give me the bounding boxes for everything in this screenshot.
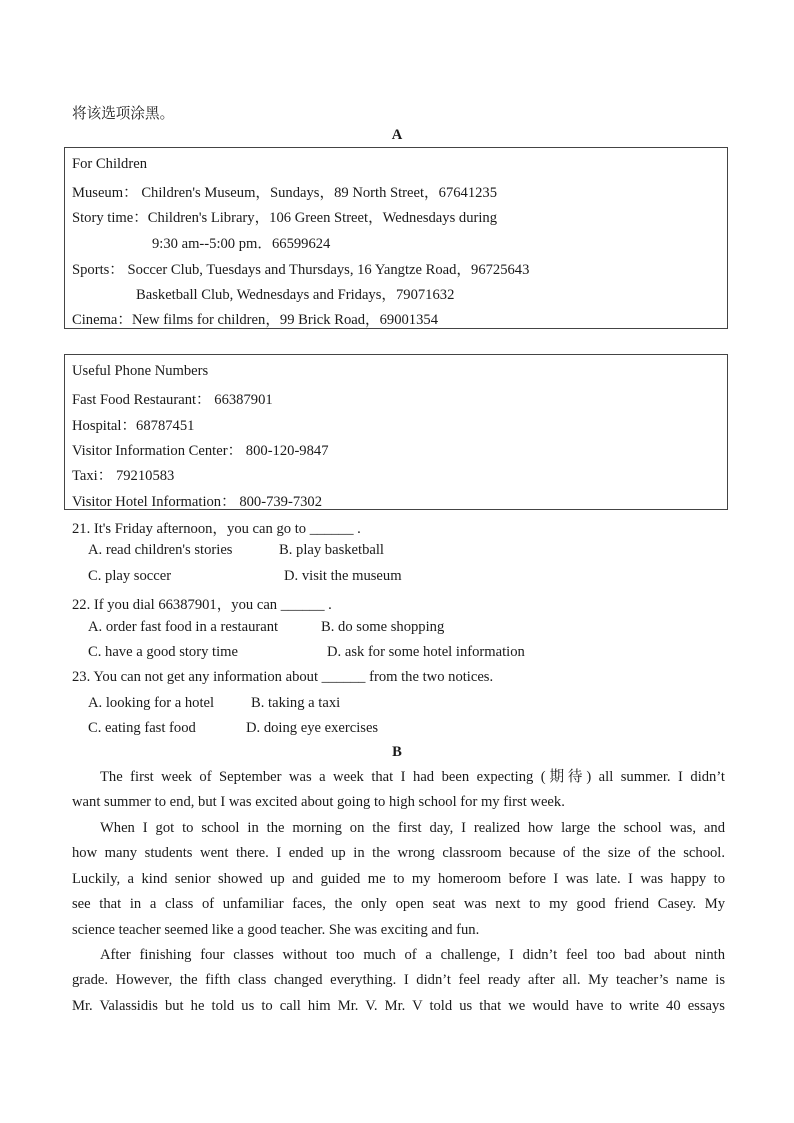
passage-line: After finishing four classes without too much of a challenge, I didn’t feel too bad about ninth xyxy=(100,947,725,963)
story-time-entry: Story time：Children's Library，106 Green Street，Wednesdays during xyxy=(72,210,497,226)
museum-entry: Museum： Children's Museum，Sundays，89 North Street，67641235 xyxy=(72,185,498,201)
passage-line: When I got to school in the morning on the first day, I realized how large the school was, and xyxy=(100,820,725,836)
passage-paragraph xyxy=(72,816,725,943)
option-a: A. looking for a hotel xyxy=(88,695,215,711)
taxi-entry: Taxi： 79210583 xyxy=(72,468,175,484)
passage-line: see that in a class of unfamiliar faces, the only open seat was next to my good friend Casey. My xyxy=(72,896,725,913)
option-d: D. visit the museum xyxy=(284,568,402,584)
instruction-text: 将该选项涂黑。 xyxy=(72,106,175,122)
passage-paragraph xyxy=(72,765,725,816)
option-c: C. play soccer xyxy=(88,568,172,584)
passage-line: want summer to end, but I was excited about going to high school for my first week. xyxy=(72,794,565,811)
option-d: D. doing eye exercises xyxy=(246,720,379,736)
question-stem: 22. If you dial 66387901，you can ______ . xyxy=(72,597,332,613)
notice-title: For Children xyxy=(72,156,147,172)
option-b: B. play basketball xyxy=(279,542,384,558)
question-stem: 23. You can not get any information about ______ from the two notices. xyxy=(72,669,494,685)
option-d: D. ask for some hotel information xyxy=(327,644,525,660)
fast-food-entry: Fast Food Restaurant： 66387901 xyxy=(72,392,273,408)
for-children-notice xyxy=(64,147,728,329)
cinema-entry: Cinema：New films for children，99 Brick Road，69001354 xyxy=(72,312,438,328)
option-b: B. taking a taxi xyxy=(251,695,341,711)
passage-line: Mr. Valassidis but he told us to call him Mr. V. Mr. V told us that we would have to write 40 essays xyxy=(72,997,725,1014)
passage-line: grade. However, the fifth class changed everything. I didn’t feel ready after all. My teacher’s name is xyxy=(72,972,725,989)
basketball-entry: Basketball Club, Wednesdays and Fridays，79071632 xyxy=(136,287,455,303)
passage-line: how many students went there. I ended up in the wrong classroom because of the size of the school. xyxy=(72,845,725,862)
option-c: C. have a good story time xyxy=(88,644,238,660)
passage-line: science teacher seemed like a good teacher. She was exciting and fun. xyxy=(72,921,480,938)
passage-line: Luckily, a kind senior showed up and guided me to my homeroom before I was late. I was happy to xyxy=(72,870,725,887)
option-a: A. read children's stories xyxy=(88,542,233,558)
visitor-center-entry: Visitor Information Center： 800-120-9847 xyxy=(72,443,329,459)
passage-paragraph xyxy=(72,943,725,1019)
section-b-heading: B xyxy=(392,744,402,760)
hotel-entry: Visitor Hotel Information： 800-739-7302 xyxy=(72,494,323,510)
option-b: B. do some shopping xyxy=(321,619,445,635)
phone-numbers-notice xyxy=(64,354,728,510)
section-a-heading: A xyxy=(391,127,403,143)
option-a: A. order fast food in a restaurant xyxy=(88,619,279,635)
sports-entry: Sports： Soccer Club, Tuesdays and Thursdays, 16 Yangtze Road，96725643 xyxy=(72,262,530,278)
question-stem: 21. It's Friday afternoon，you can go to ______ . xyxy=(72,521,361,537)
story-time-hours: 9:30 am--5:00 pm．66599624 xyxy=(152,236,331,252)
option-c: C. eating fast food xyxy=(88,720,196,736)
passage-line: The first week of September was a week that I had been expecting (期待) all summer. I didn’t xyxy=(100,769,725,785)
notice-title: Useful Phone Numbers xyxy=(72,363,209,379)
hospital-entry: Hospital：68787451 xyxy=(72,418,195,434)
